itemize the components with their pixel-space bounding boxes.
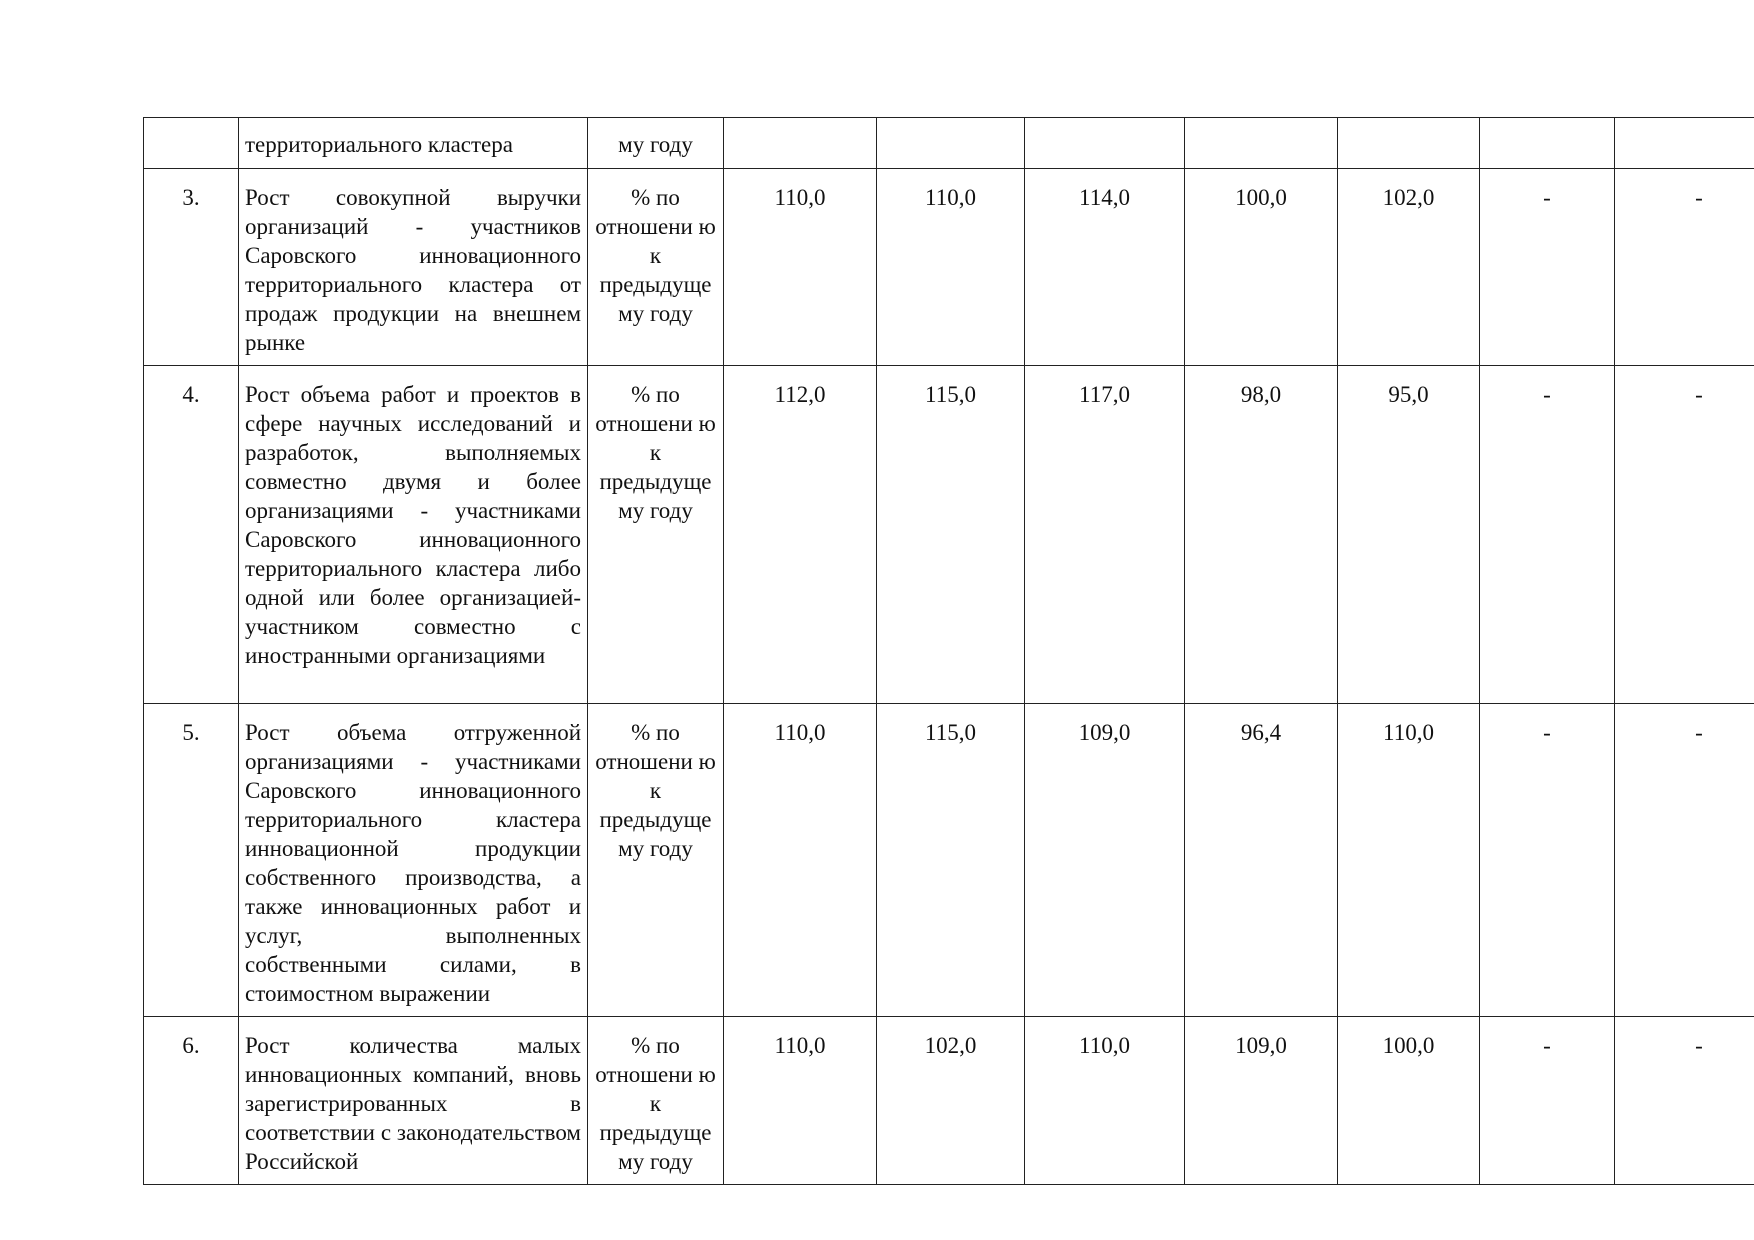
indicator-name: Рост объема работ и проектов в сфере научных исследований и разработок, выполняемых совместно двумя и более организациями - участниками Саровского инновационного территориального кластера либо одной или более организацией-участником совместно с иностранными организациями (239, 366, 588, 704)
unit-of-measure: % по отношени ю к предыдуще му году (588, 704, 724, 1017)
row-number (144, 118, 239, 169)
value-cell: - (1615, 169, 1754, 366)
table-row-3 (144, 169, 1754, 366)
value-cell: - (1480, 366, 1615, 704)
value-cell: 110,0 (1338, 704, 1480, 1017)
indicator-name: территориального кластера (239, 118, 588, 169)
value-cell: - (1480, 704, 1615, 1017)
value-cell: 115,0 (877, 366, 1025, 704)
row-number: 3. (144, 169, 239, 366)
value-cell: 98,0 (1185, 366, 1338, 704)
row-number: 6. (144, 1017, 239, 1185)
value-cell (1185, 118, 1338, 169)
value-cell: 110,0 (724, 704, 877, 1017)
value-cell: 100,0 (1185, 169, 1338, 366)
table-row-continuation (144, 118, 1754, 169)
value-cell (877, 118, 1025, 169)
value-cell: 102,0 (877, 1017, 1025, 1185)
unit-of-measure: % по отношени ю к предыдуще му году (588, 1017, 724, 1185)
value-cell: - (1615, 704, 1754, 1017)
table-row-5 (144, 704, 1754, 1017)
value-cell: - (1480, 1017, 1615, 1185)
value-cell: - (1480, 169, 1615, 366)
value-cell: 114,0 (1025, 169, 1185, 366)
value-cell (724, 118, 877, 169)
value-cell: 102,0 (1338, 169, 1480, 366)
unit-of-measure: % по отношени ю к предыдуще му году (588, 366, 724, 704)
value-cell: 100,0 (1338, 1017, 1480, 1185)
value-cell: 109,0 (1185, 1017, 1338, 1185)
value-cell: 95,0 (1338, 366, 1480, 704)
table-row-6 (144, 1017, 1754, 1185)
indicators-table (143, 117, 1754, 1185)
value-cell (1480, 118, 1615, 169)
table-row-4 (144, 366, 1754, 704)
value-cell (1025, 118, 1185, 169)
value-cell (1338, 118, 1480, 169)
indicator-name: Рост совокупной выручки организаций - участников Саровского инновационного территориального кластера от продаж продукции на внешнем рынке (239, 169, 588, 366)
indicator-name: Рост объема отгруженной организациями - участниками Саровского инновационного территориального кластера инновационной продукции собственного производства, а также инновационных работ и услуг, выполненных собственными силами, в стоимостном выражении (239, 704, 588, 1017)
value-cell: - (1615, 366, 1754, 704)
value-cell: 110,0 (724, 1017, 877, 1185)
row-number: 5. (144, 704, 239, 1017)
indicator-name: Рост количества малых инновационных компаний, вновь зарегистрированных в соответствии с законодательством Российской (239, 1017, 588, 1185)
value-cell: 115,0 (877, 704, 1025, 1017)
unit-of-measure: му году (588, 118, 724, 169)
value-cell: 109,0 (1025, 704, 1185, 1017)
value-cell: - (1615, 1017, 1754, 1185)
value-cell: 112,0 (724, 366, 877, 704)
value-cell: 110,0 (877, 169, 1025, 366)
value-cell: 117,0 (1025, 366, 1185, 704)
unit-of-measure: % по отношени ю к предыдуще му году (588, 169, 724, 366)
value-cell: 110,0 (1025, 1017, 1185, 1185)
row-number: 4. (144, 366, 239, 704)
value-cell (1615, 118, 1754, 169)
value-cell: 110,0 (724, 169, 877, 366)
value-cell: 96,4 (1185, 704, 1338, 1017)
